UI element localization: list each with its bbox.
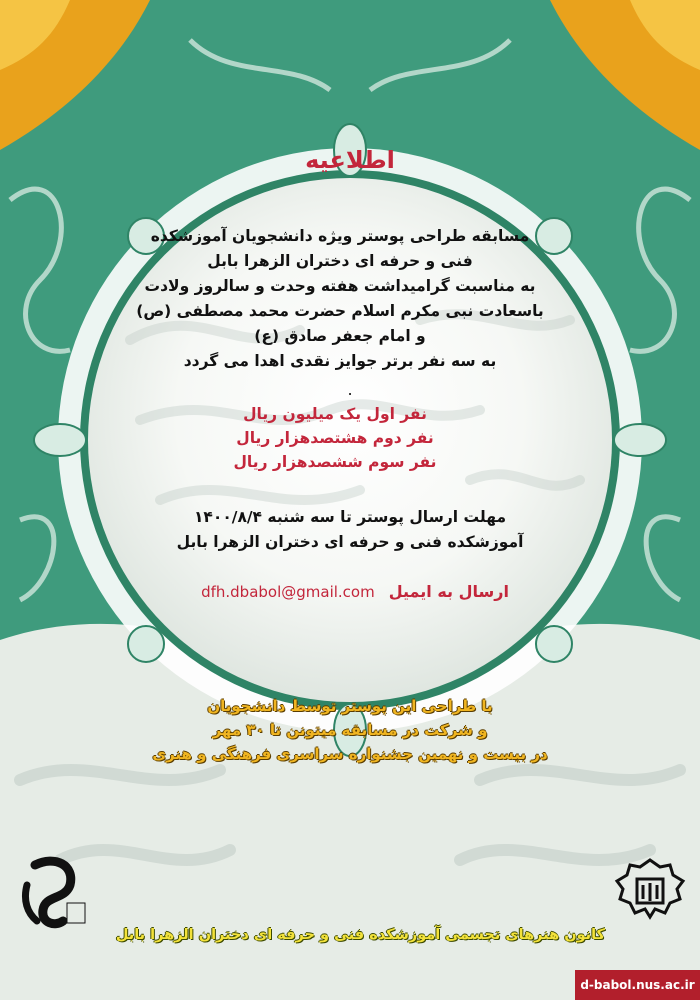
email-address[interactable]: dfh.dbabol@gmail.com <box>201 582 375 601</box>
intro-text <box>130 224 550 374</box>
intro-line: مسابقه طراحی پوستر ویژه دانشجویان آموزشکده <box>150 227 530 245</box>
deadline-line: آموزشکده فنی و حرفه ای دختران الزهرا بابل <box>176 533 524 551</box>
prize-first: نفر اول یک میلیون ریال <box>243 405 427 423</box>
deadline-text <box>150 505 550 555</box>
deadline-line: مهلت ارسال پوستر تا سه شنبه ۱۴۰۰/۸/۴ <box>193 508 507 526</box>
festival-notice <box>120 694 580 766</box>
intro-line: به مناسبت گرامیداشت هفته وحدت و سالروز ولادت <box>144 277 536 295</box>
notice-line: و شرکت در مسابقه میتونن تا ۳۰ مهر <box>212 721 488 739</box>
website-tag[interactable]: d-babol.nus.ac.ir <box>575 970 700 1000</box>
intro-line: و امام جعفر صادق (ع) <box>254 327 426 345</box>
email-row <box>160 582 550 601</box>
college-emblem-logo <box>605 855 695 930</box>
prize-third: نفر سوم ششصدهزار ریال <box>233 453 437 471</box>
notice-line: با طراحی این پوستر توسط دانشجویان <box>207 697 493 715</box>
intro-line: به سه نفر برتر جوایز نقدی اهدا می گردد <box>183 352 497 370</box>
prize-second: نفر دوم هشتصدهزار ریال <box>236 429 434 447</box>
prize-list <box>170 402 500 474</box>
intro-line: باسعادت نبی مکرم اسلام حضرت محمد مصطفی (ص) <box>136 302 544 320</box>
footer-club-name: کانون هنرهای تجسمی آموزشکده فنی و حرفه ای دختران الزهرا بابل <box>115 927 605 943</box>
separator-dot: . <box>347 380 353 399</box>
announcement-title: اطلاعیه <box>305 146 395 174</box>
notice-line: در بیست و نهمین جشنواره سراسری فرهنگی و هنری <box>152 745 548 763</box>
intro-line: فنی و حرفه ای دختران الزهرا بابل <box>207 252 473 270</box>
art-club-logo <box>15 855 90 935</box>
send-by-email-label: ارسال به ایمیل <box>388 582 509 601</box>
